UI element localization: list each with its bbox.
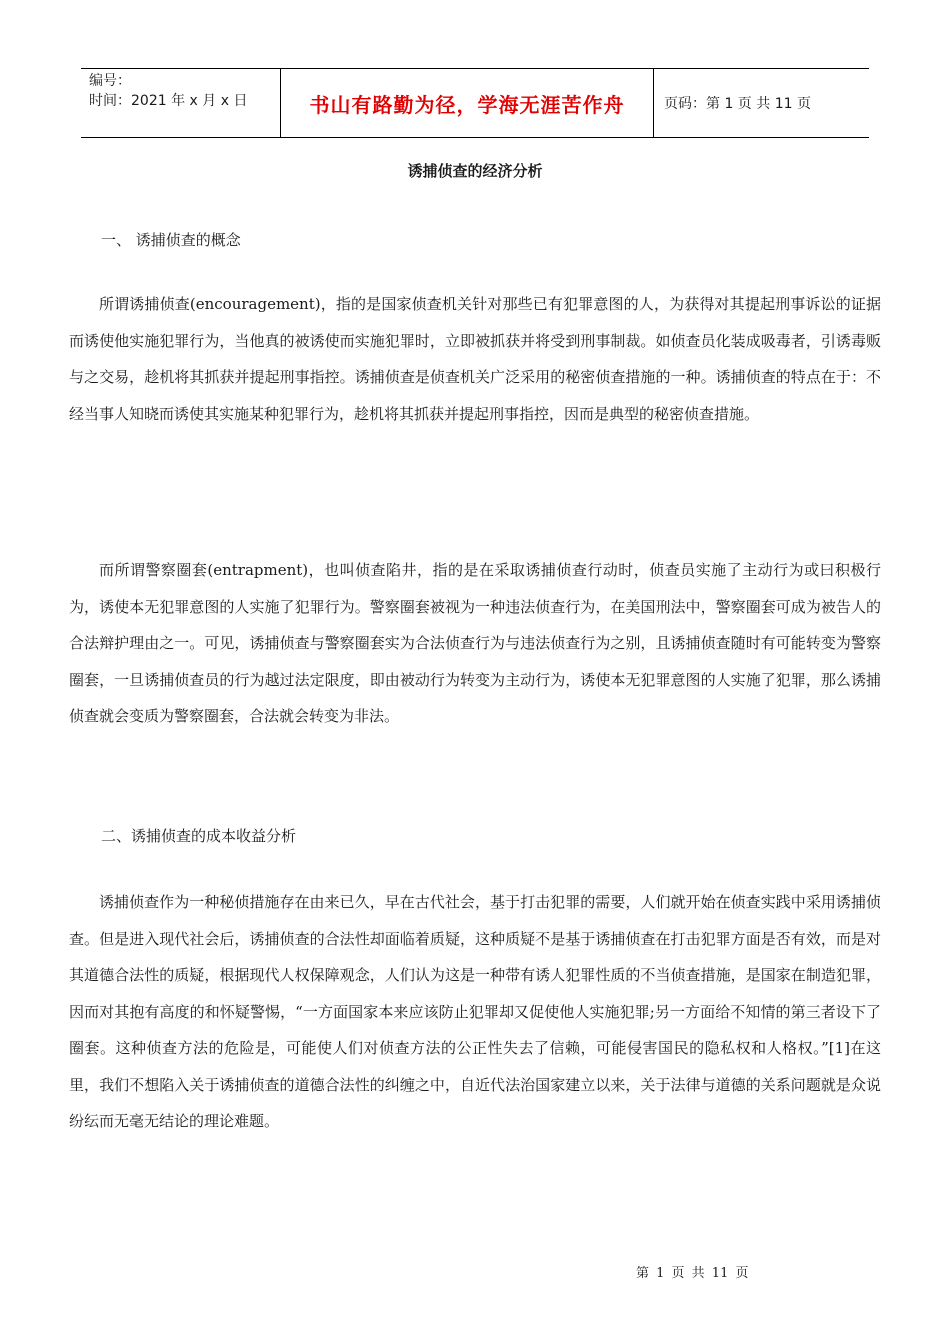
time-label: 时间：2021 年 x 月 x 日 bbox=[89, 93, 248, 109]
number-label: 编号： bbox=[89, 73, 131, 89]
header-table bbox=[81, 68, 869, 138]
section-heading-1: 一、 诱捕侦查的概念 bbox=[101, 231, 241, 249]
header-meta bbox=[81, 69, 281, 137]
document-title: 诱捕侦查的经济分析 bbox=[407, 162, 543, 180]
header-page-info: 页码：第 1 页 共 11 页 bbox=[664, 96, 811, 112]
header-motto: 书山有路勤为径，学海无涯苦作舟 bbox=[281, 69, 654, 137]
section-heading-2: 二、诱捕侦查的成本收益分析 bbox=[101, 827, 297, 845]
paragraph-2: 而所谓警察圈套(entrapment)，也叫侦查陷井，指的是在采取诱捕侦查行动时，侦查员实施了主动行为或曰积极行为，诱使本无犯罪意图的人实施了犯罪行为。警察圈套被视为一种违法侦查行为，在美国刑法中，警察圈套可成为被告人的合法辩护理由之一。可见，诱捕侦查与警察圈套实为合法侦查行为与违法侦查行为之别，且诱捕侦查随时有可能转变为警察圈套，一旦诱捕侦查员的行为越过法定限度，即由被动行为转变为主动行为，诱使本无犯罪意图的人实施了犯罪，那么诱捕侦查就会变质为警察圈套，合法就会转变为非法。 bbox=[69, 561, 881, 725]
paragraph-3: 诱捕侦查作为一种秘侦措施存在由来已久，早在古代社会，基于打击犯罪的需要，人们就开始在侦查实践中采用诱捕侦查。但是进入现代社会后，诱捕侦查的合法性却面临着质疑，这种质疑不是基于诱捕侦查在打击犯罪方面是否有效，而是对其道德合法性的质疑，根据现代人权保障观念，人们认为这是一种带有诱人犯罪性质的不当侦查措施，是国家在制造犯罪，因而对其抱有高度的和怀疑警惕，“一方面国家本来应该防止犯罪却又促使他人实施犯罪;另一方面给不知情的第三者设下了圈套。这种侦查方法的危险是，可能使人们对侦查方法的公正性失去了信赖，可能侵害国民的隐私权和人格权。”[1]在这里，我们不想陷入关于诱捕侦查的道德合法性的纠缠之中，自近代法治国家建立以来，关于法律与道德的关系问题就是众说纷纭而无毫无结论的理论难题。 bbox=[69, 893, 881, 1130]
paragraph-1: 所谓诱捕侦查(encouragement)，指的是国家侦查机关针对那些已有犯罪意图的人，为获得对其提起刑事诉讼的证据而诱使他实施犯罪行为，当他真的被诱使而实施犯罪时，立即被抓获并将受到刑事制裁。如侦查员化装成吸毒者，引诱毒贩与之交易，趁机将其抓获并提起刑事指控。诱捕侦查是侦查机关广泛采用的秘密侦查措施的一种。诱捕侦查的特点在于：不经当事人知晓而诱使其实施某种犯罪行为，趁机将其抓获并提起刑事指控，因而是典型的秘密侦查措施。 bbox=[69, 295, 881, 423]
footer-page-number: 第 1 页 共 11 页 bbox=[636, 1266, 749, 1281]
